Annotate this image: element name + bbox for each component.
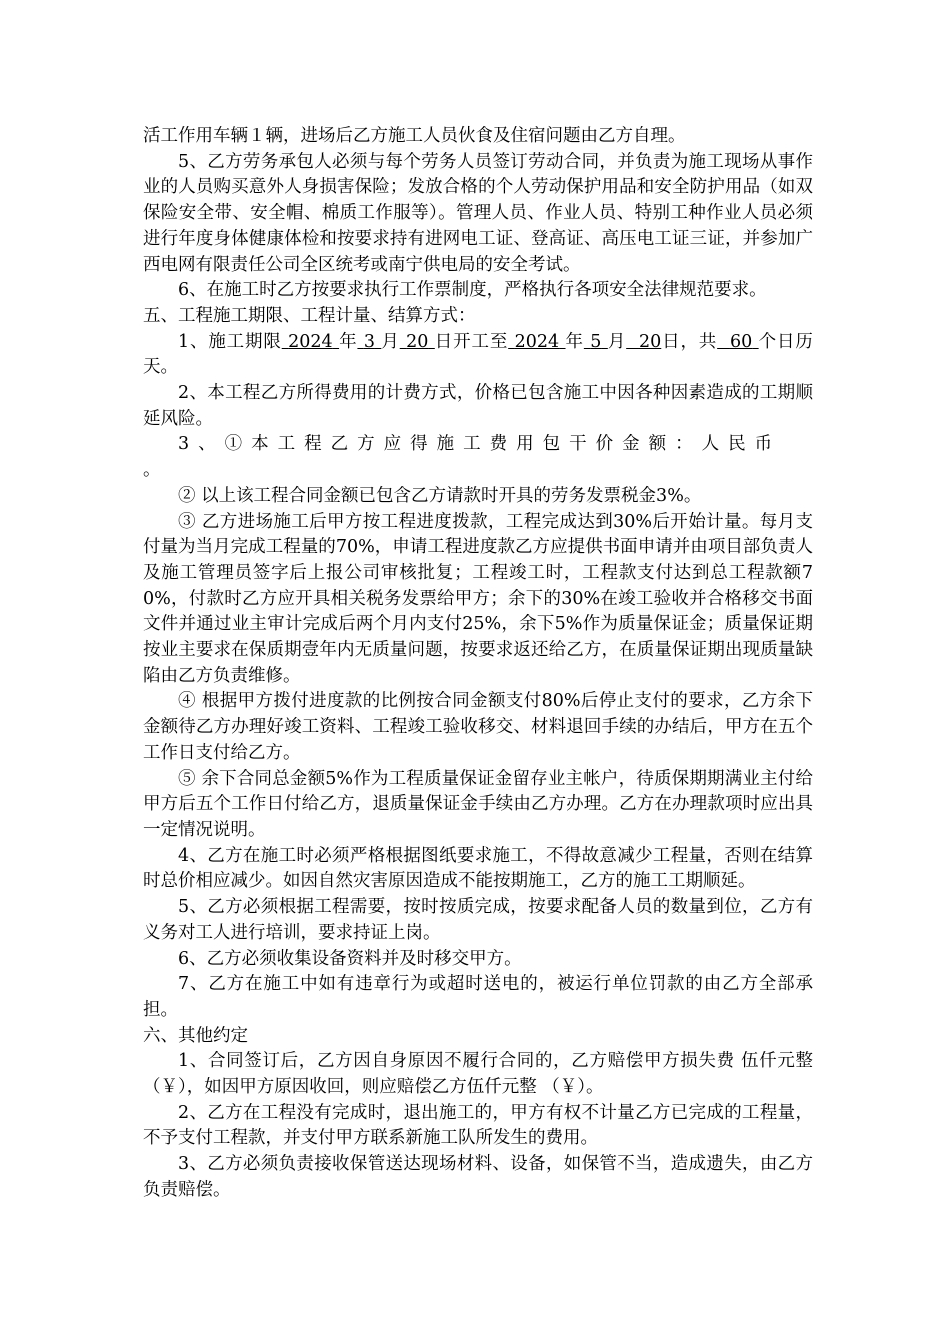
paragraph-invoice-tax: ② 以上该工程合同金额已包含乙方请款时开具的劳务发票税金3%。 <box>178 485 702 506</box>
end-day: 20 <box>638 331 662 352</box>
paragraph-equipment-docs: 6、乙方必须收集设备资料并及时移交甲方。 <box>178 948 522 969</box>
paragraph-breach: 1、合同签订后，乙方因自身原因不履行合同的，乙方赔偿甲方损失费 伍仟元整（￥），如因甲方原因收回，则应赔偿乙方伍仟元整 （￥）。 <box>143 1051 813 1098</box>
paragraph-construction-period: 1、施工期限 2024 年 3 月 20 日开工至 2024 年 5 月 20日，共 60 个日历天。 <box>143 331 813 378</box>
paragraph-material-custody: 3、乙方必须负责接收保管送达现场材料、设备，如保管不当，造成遗失，由乙方负责赔偿。 <box>143 1154 813 1200</box>
paragraph-progress-payment: ③ 乙方进场施工后甲方按工程进度拨款，工程完成达到30%后开始计量。每月支付量为当月完成工程量的70%，申请工程进度款乙方应提供书面申请并由项目部负责人及施工管理员签字后上报公司审核批复；工程竣工时，工程款支付达到总工程款额70%，付款时乙方应开具相关税务发票给甲方；余下的30%在竣工验收并合格移交书面文件并通过业主审计完成后两个月内支付25%，余下5%作为质量保证金；质量保证期按业主要求在保质期壹年内无质量问题，按要求返还给乙方，在质量保证期出现质量缺陷由乙方负责维修。 <box>143 511 813 686</box>
paragraph-fee-method: 2、本工程乙方所得费用的计费方式，价格已包含施工中因各种因素造成的工期顺延风险。 <box>143 383 813 429</box>
start-month: 3 <box>363 331 375 352</box>
document-page <box>143 124 813 1204</box>
start-day: 20 <box>406 331 429 352</box>
total-days: 60 <box>729 331 753 352</box>
paragraph-staffing: 5、乙方必须根据工程需要，按时按质完成，按要求配备人员的数量到位，乙方有义务对工人进行培训，要求持证上岗。 <box>143 897 813 943</box>
paragraph-remaining-amount: ④ 根据甲方拨付进度款的比例按合同金额支付80%后停止支付的要求，乙方余下金额待乙方办理好竣工资料、工程竣工验收移交、材料退回手续的办结后，甲方在五个工作日支付给乙方。 <box>143 691 813 763</box>
end-month: 5 <box>590 331 602 352</box>
section-heading-five: 五、工程施工期限、工程计量、结算方式： <box>143 305 476 326</box>
paragraph-work-ticket: 6、在施工时乙方按要求执行工作票制度，严格执行各项安全法律规范要求。 <box>178 280 767 301</box>
section-heading-six: 六、其他约定 <box>143 1025 248 1046</box>
paragraph-drawings: 4、乙方在施工时必须严格根据图纸要求施工，不得故意减少工程量，否则在结算时总价相应减少。如因自然灾害原因造成不能按期施工，乙方的施工工期顺延。 <box>143 845 813 892</box>
paragraph-labor-contract: 5、乙方劳务承包人必须与每个劳务人员签订劳动合同，并负责为施工现场从事作业的人员购买意外人身损害保险；发放合格的个人劳动保护用品和安全防护用品（如双保险安全带、安全帽、棉质工作服等）。管理人员、作业人员、特别工种作业人员必须进行年度身体健康体检和按要求持有进网电工证、登高证、高压电工证三证，并参加广西电网有限责任公司全区统考或南宁供电局的安全考试。 <box>143 151 813 275</box>
paragraph-withdrawal: 2、乙方在工程没有完成时，退出施工的，甲方有权不计量乙方已完成的工程量，不予支付工程款，并支付甲方联系新施工队所发生的费用。 <box>143 1102 813 1149</box>
paragraph-warranty-deposit: ⑤ 余下合同总金额5%作为工程质量保证金留存业主帐户，待质保期期满业主付给甲方后五个工作日付给乙方，退质量保证金手续由乙方办理。乙方在办理款项时应出具一定情况说明。 <box>143 768 813 840</box>
start-year: 2024 <box>288 331 333 352</box>
paragraph-vehicle: 活工作用车辆１辆，进场后乙方施工人员伙食及住宿问题由乙方自理。 <box>143 126 686 146</box>
paragraph-penalty: 7、乙方在施工中如有违章行为或超时送电的，被运行单位罚款的由乙方全部承担。 <box>143 974 813 1020</box>
paragraph-contract-amount: 3、①本工程乙方应得施工费用包干价金额：人民币 。 <box>143 434 782 481</box>
end-year: 2024 <box>514 331 560 352</box>
